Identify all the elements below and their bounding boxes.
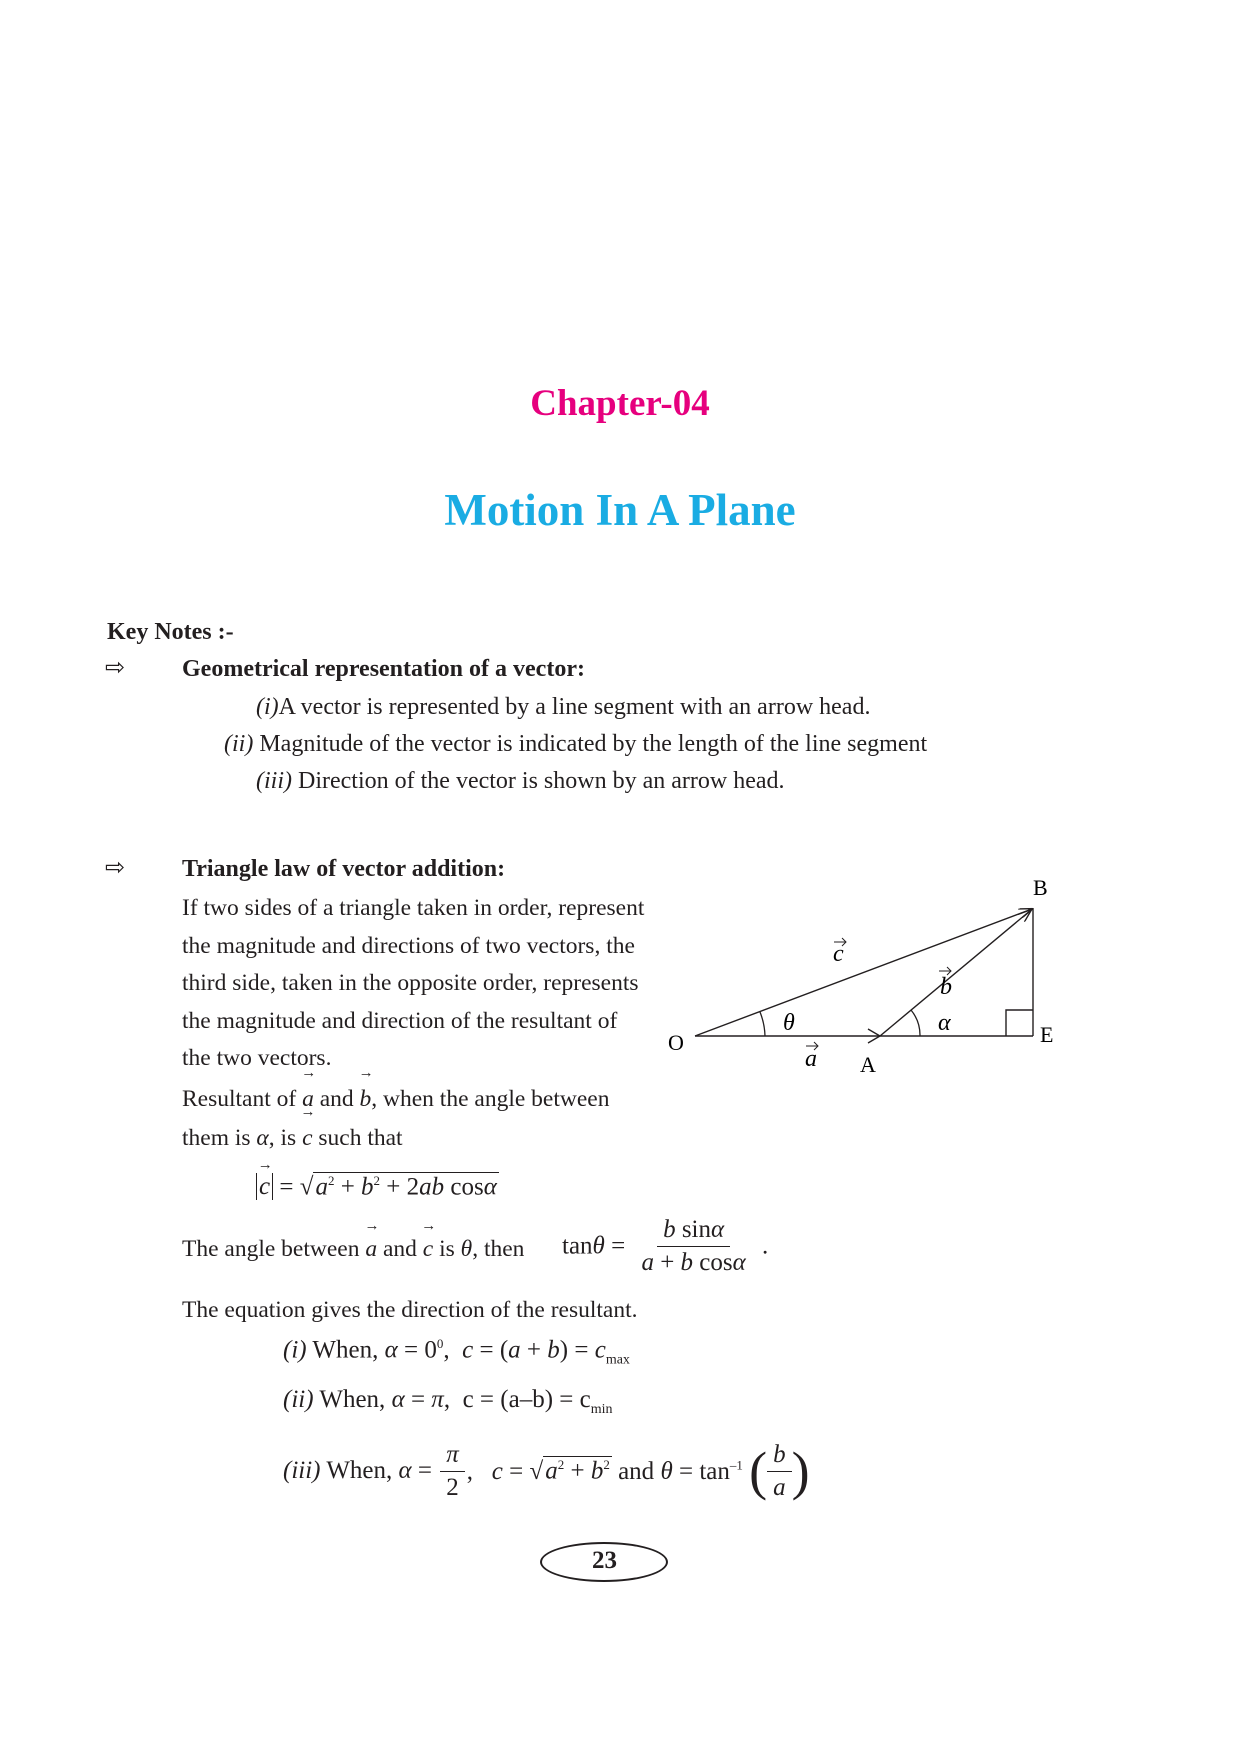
point-E-label: E xyxy=(1040,1022,1054,1047)
alpha-arc xyxy=(911,1010,920,1036)
section2-heading: Triangle law of vector addition: xyxy=(182,856,506,882)
point-B-label: B xyxy=(1033,875,1048,900)
case-alpha-half-pi: (iii) When, α = $\frac{\pi}{2}$ , $c = √a^2 + b^2$ and $\theta = \tan^{-1}$ ( $\frac{b}{a}$ ) xyxy=(283,1440,810,1501)
vector-a: → a xyxy=(302,1081,314,1119)
case-alpha-pi: (ii) When, α = π, $c = (a-b) = c_{min}$ xyxy=(283,1386,613,1417)
paragraph-line: If two sides of a triangle taken in order, represent xyxy=(182,895,645,921)
alpha-symbol: α xyxy=(256,1125,269,1151)
tan-theta-formula: tanθ = $\frac{\text{b sinα}}{\text{a + b cosα}}$ . xyxy=(562,1216,769,1276)
chapter-title: Motion In A Plane xyxy=(444,485,796,535)
right-angle-mark xyxy=(1006,1010,1033,1036)
point-A-label: A xyxy=(860,1052,876,1077)
item-number: (iii) xyxy=(256,768,292,794)
paragraph-line: the two vectors. xyxy=(182,1045,332,1071)
resultant-line: Resultant of → a and → b, when the angle between xyxy=(182,1081,609,1119)
point-O-label: O xyxy=(668,1030,684,1055)
angle-theta-line: The angle between → a and → c is θ, then xyxy=(182,1234,524,1264)
section1-item xyxy=(256,692,870,722)
case-alpha-zero: (i) When, $\alpha = 0^0$, $c = (a + b) = c_{max}$ xyxy=(283,1336,630,1368)
paragraph-line: third side, taken in the opposite order, represents xyxy=(182,970,639,996)
section1-item xyxy=(224,729,927,759)
paragraph-line: the magnitude and direction of the resultant of xyxy=(182,1007,618,1034)
theta-label: θ xyxy=(783,1010,795,1036)
direction-line: The equation gives the direction of the resultant. xyxy=(182,1297,638,1323)
resultant-magnitude-formula: → $c = √a^2 + b^2 + 2ab$ cosα xyxy=(256,1172,499,1201)
vector-b-line xyxy=(880,910,1031,1036)
paragraph-line: the magnitude and directions of two vectors, the xyxy=(182,932,635,959)
angle-alpha-line: them is α, is → c such that xyxy=(182,1120,403,1158)
item-text: Magnitude of the vector is indicated by the length of the line segment xyxy=(259,731,928,757)
section1-item xyxy=(256,766,785,796)
vector-a-label: a xyxy=(805,1046,817,1072)
chapter-label: Chapter-04 xyxy=(530,383,710,424)
vector-b-label: b xyxy=(940,974,952,1000)
theta-arc xyxy=(760,1012,765,1036)
right-arrow-icon: ⇨ xyxy=(105,853,126,881)
item-number: (i) xyxy=(256,694,279,720)
triangle-law-diagram xyxy=(650,870,1070,1090)
vector-c-label: c xyxy=(833,941,844,967)
alpha-label: α xyxy=(938,1010,951,1036)
page-number: 23 xyxy=(592,1547,617,1574)
item-text: Direction of the vector is shown by an arrow head. xyxy=(298,768,785,794)
section1-heading: Geometrical representation of a vector: xyxy=(182,656,585,682)
item-text: A vector is represented by a line segment with an arrow head. xyxy=(278,694,871,720)
item-number: (ii) xyxy=(224,731,254,757)
key-notes-heading: Key Notes :- xyxy=(107,619,234,645)
triangle-law-paragraph xyxy=(182,890,644,1078)
vector-c-line xyxy=(695,909,1032,1036)
vector-b: → b xyxy=(360,1081,372,1119)
right-arrow-icon: ⇨ xyxy=(105,653,126,681)
vector-c: → c xyxy=(302,1120,312,1158)
